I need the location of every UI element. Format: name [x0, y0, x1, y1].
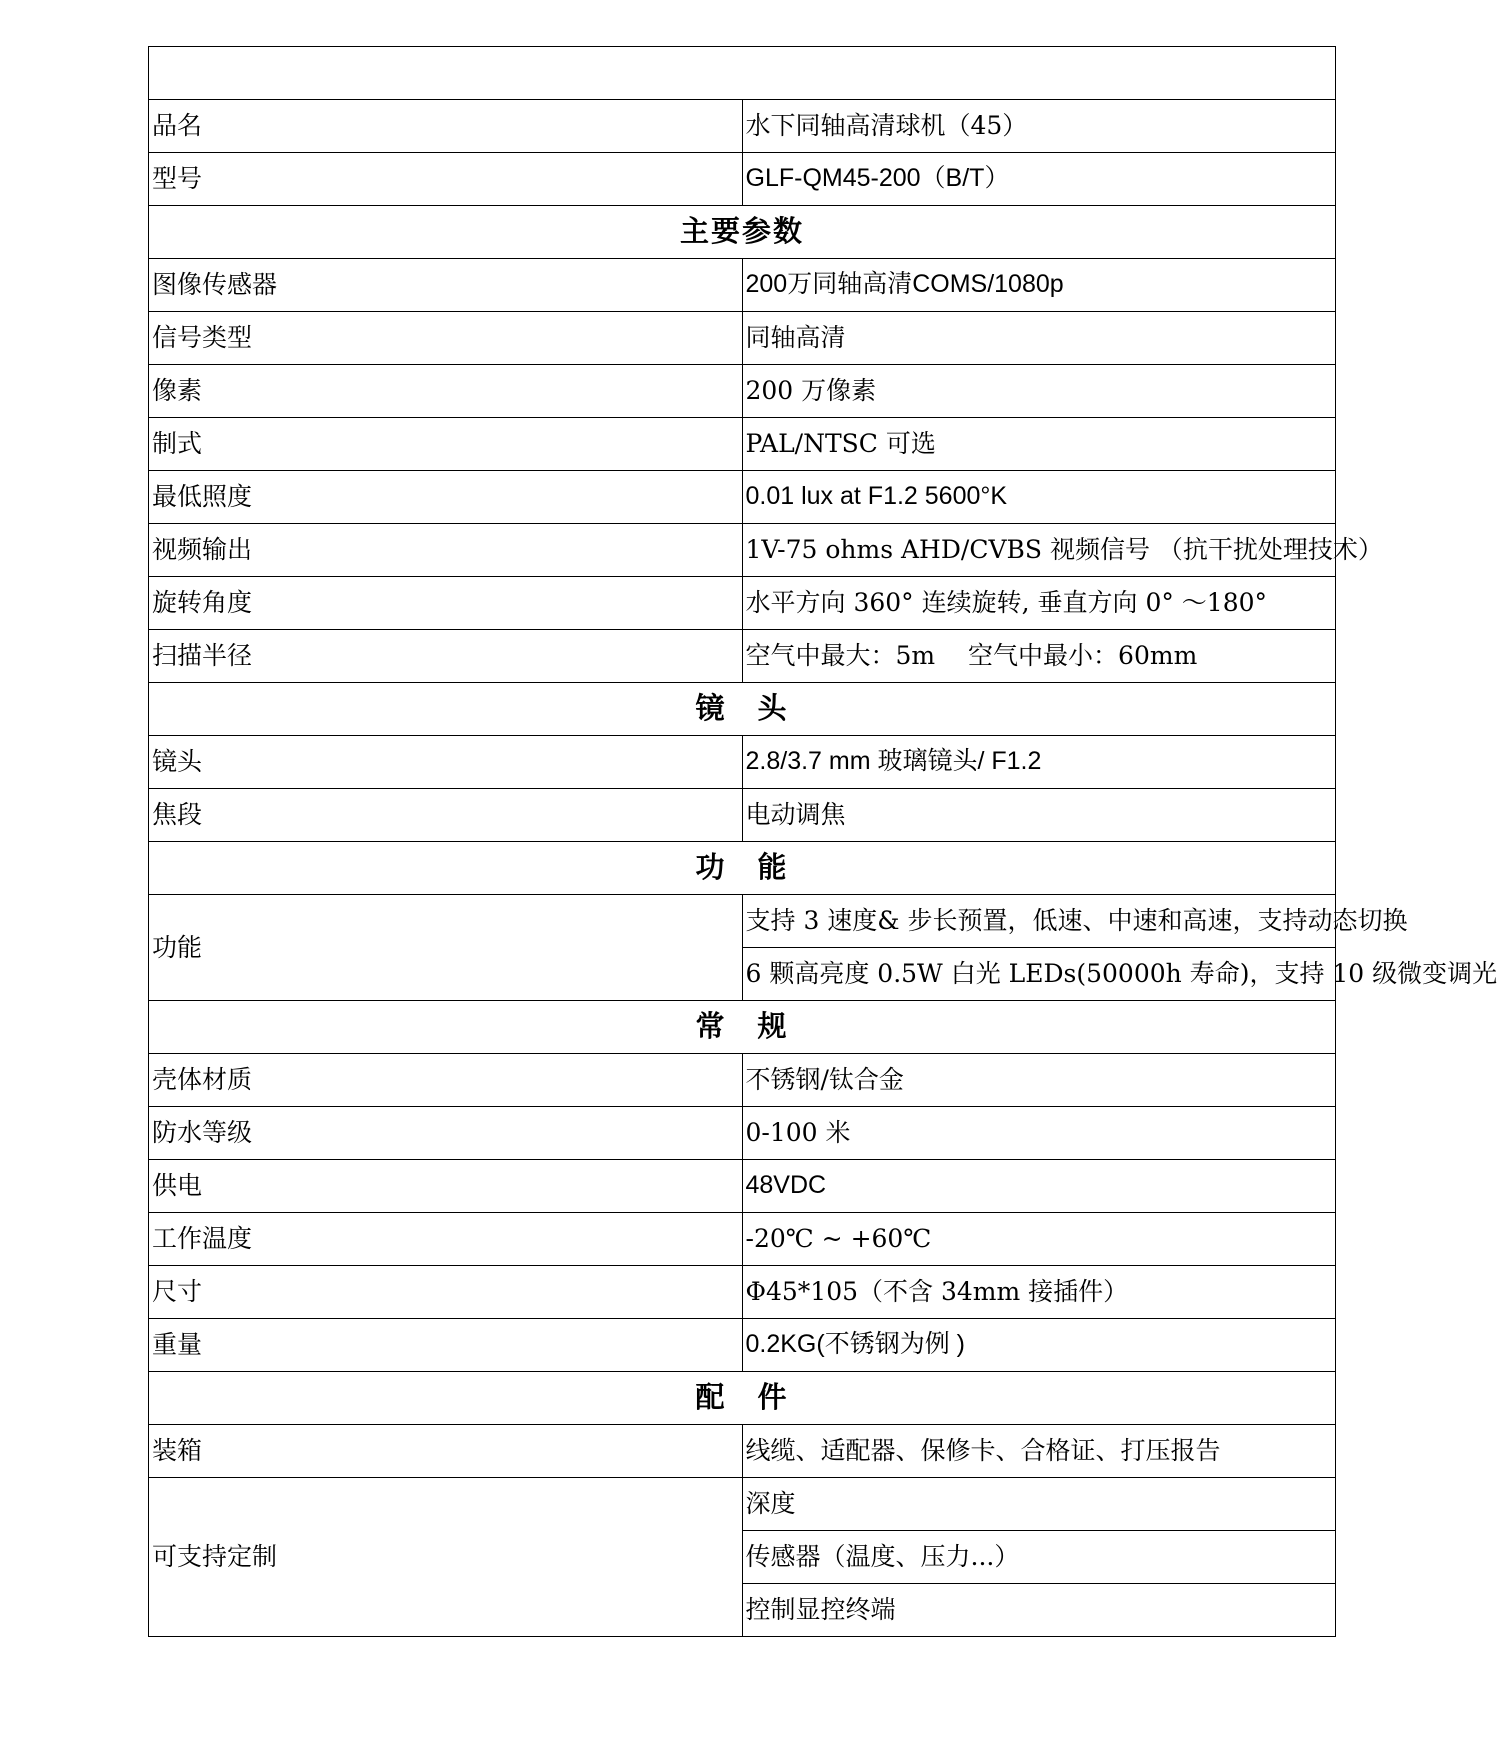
signal-value: 同轴高清 [742, 312, 1336, 365]
video-out-label: 视频输出 [149, 524, 743, 577]
section-row [149, 206, 1336, 259]
scan-value: 空气中最大：5m 空气中最小：60mm [742, 630, 1336, 683]
focus-label: 焦段 [149, 789, 743, 842]
size-value: Φ45*105（不含 34mm 接插件） [742, 1266, 1336, 1319]
section-general: 常 规 [149, 1001, 1336, 1054]
section-row [149, 683, 1336, 736]
waterproof-label: 防水等级 [149, 1107, 743, 1160]
table-row [149, 100, 1336, 153]
section-row [149, 842, 1336, 895]
table-row [149, 153, 1336, 206]
product-name-value: 水下同轴高清球机（45） [742, 100, 1336, 153]
waterproof-value: 0-100 米 [742, 1107, 1336, 1160]
temp-label: 工作温度 [149, 1213, 743, 1266]
table-row [149, 1107, 1336, 1160]
lens-label: 镜头 [149, 736, 743, 789]
function-label: 功能 [149, 895, 743, 1001]
table-row [149, 1213, 1336, 1266]
custom-option-control-terminal: 控制显控终端 [742, 1584, 1336, 1637]
sensor-label: 图像传感器 [149, 259, 743, 312]
product-name-label: 品名 [149, 100, 743, 153]
spec-sheet [148, 46, 1498, 1637]
section-row [149, 1001, 1336, 1054]
function-line-1: 支持 3 速度& 步长预置，低速、中速和高速，支持动态切换 [742, 895, 1336, 948]
packing-label: 装箱 [149, 1425, 743, 1478]
table-row [149, 1425, 1336, 1478]
section-lens: 镜 头 [149, 683, 1336, 736]
table-row [149, 524, 1336, 577]
table-row [149, 577, 1336, 630]
rotation-value: 水平方向 360° 连续旋转, 垂直方向 0° ～180° [742, 577, 1336, 630]
min-illum-value: 0.01 lux at F1.2 5600°K [742, 471, 1336, 524]
table-row [149, 895, 1336, 948]
section-accessories: 配 件 [149, 1372, 1336, 1425]
table-row [149, 1319, 1336, 1372]
table-row [149, 789, 1336, 842]
table-row [149, 1266, 1336, 1319]
table-row [149, 736, 1336, 789]
weight-label: 重量 [149, 1319, 743, 1372]
system-label: 制式 [149, 418, 743, 471]
temp-value: -20℃ ~ +60℃ [742, 1213, 1336, 1266]
power-label: 供电 [149, 1160, 743, 1213]
scan-label: 扫描半径 [149, 630, 743, 683]
power-value: 48VDC [742, 1160, 1336, 1213]
model-value: GLF-QM45-200（B/T） [742, 153, 1336, 206]
table-row [149, 259, 1336, 312]
table-row [149, 1054, 1336, 1107]
function-line-2: 6 颗高亮度 0.5W 白光 LEDs(50000h 寿命)，支持 10 级微变调光 [742, 948, 1336, 1001]
rotation-label: 旋转角度 [149, 577, 743, 630]
blank-cell [149, 47, 1336, 100]
sensor-value: 200万同轴高清COMS/1080p [742, 259, 1336, 312]
system-value: PAL/NTSC 可选 [742, 418, 1336, 471]
min-illum-label: 最低照度 [149, 471, 743, 524]
pixels-label: 像素 [149, 365, 743, 418]
spec-table [148, 46, 1498, 1637]
weight-value: 0.2KG(不锈钢为例 ) [742, 1319, 1336, 1372]
housing-value: 不锈钢/钛合金 [742, 1054, 1336, 1107]
table-row [149, 1160, 1336, 1213]
table-row [149, 1478, 1336, 1531]
custom-option-depth: 深度 [742, 1478, 1336, 1531]
table-row [149, 312, 1336, 365]
section-row [149, 1372, 1336, 1425]
table-row [149, 471, 1336, 524]
custom-label: 可支持定制 [149, 1478, 743, 1637]
header-blank-row [149, 47, 1336, 100]
table-row [149, 418, 1336, 471]
packing-value: 线缆、适配器、保修卡、合格证、打压报告 [742, 1425, 1336, 1478]
model-label: 型号 [149, 153, 743, 206]
section-function: 功 能 [149, 842, 1336, 895]
housing-label: 壳体材质 [149, 1054, 743, 1107]
size-label: 尺寸 [149, 1266, 743, 1319]
pixels-value: 200 万像素 [742, 365, 1336, 418]
table-row [149, 365, 1336, 418]
video-out-value: 1V-75 ohms AHD/CVBS 视频信号 （抗干扰处理技术） [742, 524, 1336, 577]
focus-value: 电动调焦 [742, 789, 1336, 842]
lens-value: 2.8/3.7 mm 玻璃镜头/ F1.2 [742, 736, 1336, 789]
custom-option-sensor: 传感器（温度、压力...） [742, 1531, 1336, 1584]
signal-label: 信号类型 [149, 312, 743, 365]
section-main-params: 主要参数 [149, 206, 1336, 259]
table-row [149, 630, 1336, 683]
